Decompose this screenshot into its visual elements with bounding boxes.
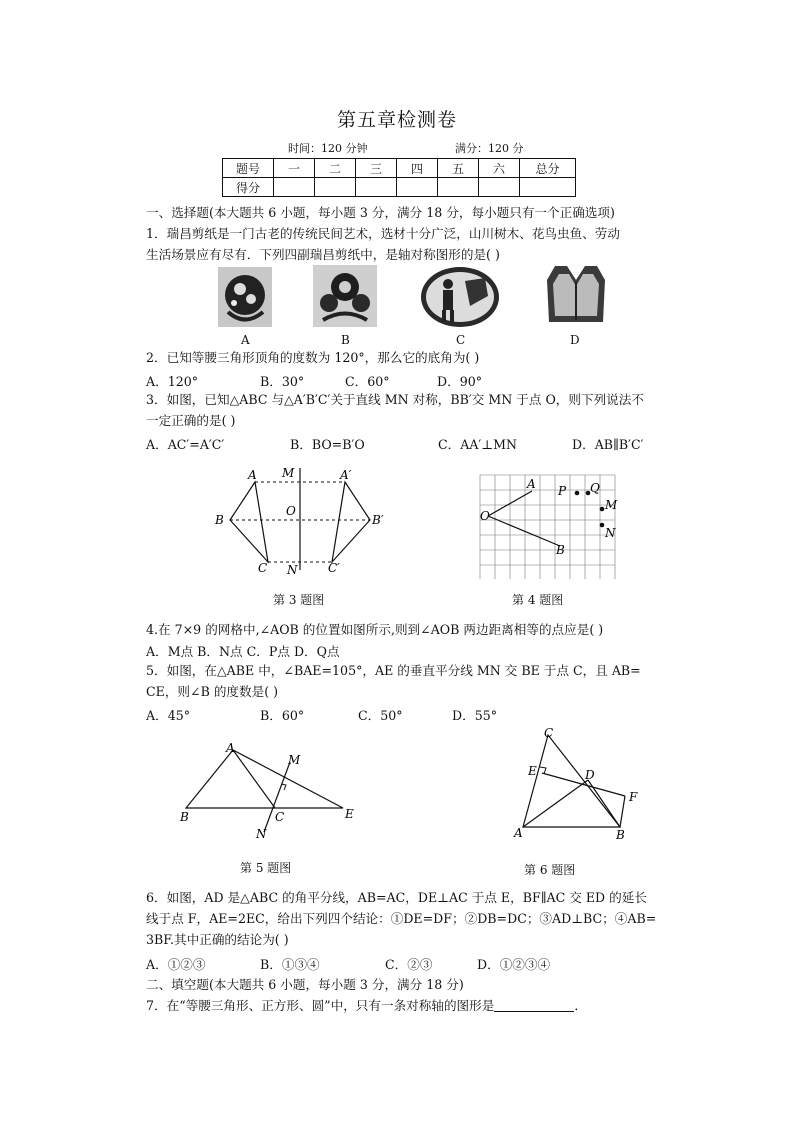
question-6-line-3: 3BF.其中正确的结论为( ) — [146, 932, 289, 947]
fig6-label: A — [514, 826, 523, 840]
figure-3-caption: 第 3 题图 — [273, 593, 325, 607]
score-table-row-label: 得分 — [223, 178, 274, 197]
score-input-cell[interactable] — [397, 178, 438, 197]
q6-option-b: B．①③④ — [260, 957, 320, 972]
score-table-header-cell: 二 — [315, 159, 356, 178]
fig6-label: C — [544, 726, 554, 740]
q1-option-label: A — [241, 333, 250, 347]
flower-papercut-icon — [313, 265, 377, 327]
figure-4-caption: 第 4 题图 — [512, 593, 564, 607]
figure-4 — [476, 467, 624, 579]
q6-option-c: C．②③ — [385, 957, 433, 972]
fig3-label: B′ — [372, 513, 384, 527]
question-7 — [146, 996, 587, 1016]
q3-option-a: A．AC′=A′C′ — [146, 437, 225, 452]
figure-6 — [508, 725, 648, 845]
score-table-header-cell: 三 — [356, 159, 397, 178]
q3-option-d: D．AB∥B′C′ — [572, 437, 644, 452]
question-1-line-2: 生活场景应有尽有．下列四副瑞昌剪纸中，是轴对称图形的是( ) — [146, 247, 500, 262]
fig5-label: E — [345, 807, 354, 821]
fig5-label: C — [275, 810, 285, 824]
question-1-line-1: 1．瑞昌剪纸是一门古老的传统民间艺术，选材十分广泛，山川树木、花鸟虫鱼、劳动 — [146, 226, 620, 241]
question-6-line-2: 线于点 F，AE=2EC，给出下列四个结论：①DE=DF；②DB=DC；③AD⊥BC；④AB= — [146, 911, 657, 926]
q2-option-c: C．60° — [345, 374, 390, 389]
q6-option-d: D．①②③④ — [477, 957, 551, 972]
figure-6-caption: 第 6 题图 — [524, 863, 576, 877]
fig3-label: B — [215, 513, 224, 527]
question-6-line-1: 6．如图，AD 是△ABC 的角平分线，AB=AC，DE⊥AC 于点 E，BF∥AC 交 ED 的延长 — [146, 890, 647, 905]
q2-option-a: A．120° — [146, 374, 199, 389]
q6-option-a: A．①②③ — [146, 957, 206, 972]
fig5-label: B — [180, 810, 189, 824]
fig3-label: N — [287, 563, 298, 577]
question-7-text: 7．在“等腰三角形、正方形、圆”中，只有一条对称轴的图形是 — [146, 998, 495, 1013]
fig6-label: E — [528, 764, 537, 778]
question-3-line-1: 3．如图，已知△ABC 与△A′B′C′关于直线 MN 对称，BB′交 MN 于点 O，则下列说法不 — [146, 392, 644, 407]
fig3-label: C′ — [328, 561, 340, 575]
question-4: 4.在 7×9 的网格中,∠AOB 的位置如图所示,则到∠AOB 两边距离相等的点应是( ) — [146, 622, 604, 637]
fig3-label: C — [258, 561, 268, 575]
q5-option-a: A．45° — [146, 708, 191, 723]
fig6-label: D — [585, 768, 595, 782]
score-table-header-cell: 题号 — [223, 159, 274, 178]
exam-full-score: 满分：120 分 — [455, 142, 524, 155]
q1-option-label: B — [341, 333, 350, 347]
score-table-header-cell: 六 — [479, 159, 520, 178]
score-input-cell[interactable] — [356, 178, 397, 197]
fig4-label: M — [605, 498, 618, 512]
q2-option-b: B．30° — [260, 374, 305, 389]
answer-blank[interactable] — [494, 997, 574, 1012]
fig4-label: N — [605, 526, 616, 540]
fig6-label: F — [629, 790, 638, 804]
q3-option-c: C．AA′⊥MN — [438, 437, 518, 452]
figure-5-caption: 第 5 题图 — [240, 861, 292, 875]
score-table-header-cell: 五 — [438, 159, 479, 178]
score-input-cell[interactable] — [315, 178, 356, 197]
score-input-cell[interactable] — [479, 178, 520, 197]
q3-option-b: B．BO=B′O — [290, 437, 365, 452]
fig5-label: N — [256, 827, 267, 840]
fig3-label: A — [248, 468, 257, 482]
fig4-label: O — [480, 509, 490, 523]
fig5-label: A — [226, 741, 235, 755]
section-one-heading: 一、选择题(本大题共 6 小题，每小题 3 分，满分 18 分，每小题只有一个正确选项) — [146, 205, 615, 220]
score-table-header-cell: 四 — [397, 159, 438, 178]
question-3-line-2: 一定正确的是( ) — [146, 413, 236, 428]
q4-options: A．M点 B．N点 C．P点 D．Q点 — [146, 644, 340, 659]
fig3-label: A′ — [340, 468, 352, 482]
fig3-label: O — [286, 504, 296, 518]
exam-time: 时间：120 分钟 — [288, 142, 368, 155]
fig6-label: B — [616, 828, 625, 842]
score-table — [222, 158, 576, 197]
fig3-label: M — [282, 466, 295, 480]
q1-option-label: D — [570, 333, 580, 347]
score-input-cell[interactable] — [438, 178, 479, 197]
q1-option-label: C — [456, 333, 466, 347]
figure-5 — [178, 740, 368, 840]
question-5-line-2: CE，则∠B 的度数是( ) — [146, 684, 279, 699]
q5-option-d: D．55° — [452, 708, 498, 723]
question-5-line-1: 5．如图，在△ABE 中，∠BAE=105°，AE 的垂直平分线 MN 交 BE 于点 C，且 AB= — [146, 663, 641, 678]
figure-3 — [210, 462, 395, 580]
score-table-header-cell: 总分 — [520, 159, 576, 178]
score-input-cell[interactable] — [274, 178, 315, 197]
question-2: 2．已知等腰三角形顶角的度数为 120°，那么它的底角为( ) — [146, 350, 480, 365]
page-title: 第五章检测卷 — [336, 109, 457, 131]
q5-option-c: C．50° — [358, 708, 403, 723]
q2-option-d: D．90° — [437, 374, 483, 389]
fish-papercut-icon — [218, 267, 272, 327]
q5-option-b: B．60° — [260, 708, 305, 723]
score-input-cell[interactable] — [520, 178, 576, 197]
fig4-label: A — [527, 477, 536, 491]
section-two-heading: 二、填空题(本大题共 6 小题，每小题 3 分，满分 18 分) — [146, 977, 464, 992]
fig5-label: M — [288, 753, 301, 767]
worker-papercut-icon — [420, 266, 500, 328]
score-table-header-cell: 一 — [274, 159, 315, 178]
question-7-end: ． — [574, 998, 587, 1013]
fig4-label: P — [558, 484, 567, 498]
vest-papercut-icon — [545, 262, 607, 328]
fig4-label: Q — [590, 481, 600, 495]
fig4-label: B — [556, 543, 565, 557]
